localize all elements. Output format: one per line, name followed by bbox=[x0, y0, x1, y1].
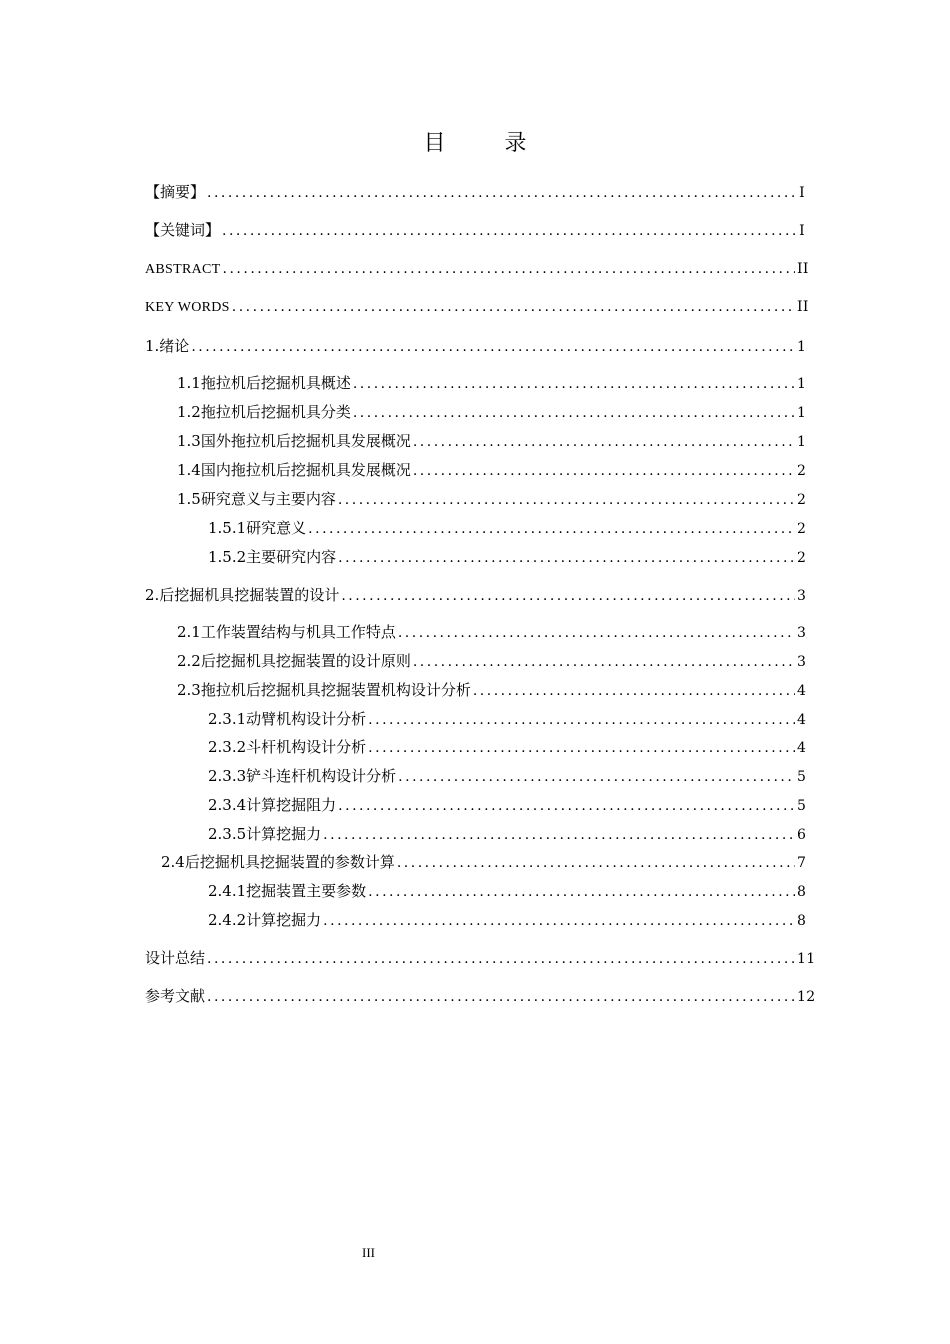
toc-entry-page: 2 bbox=[797, 463, 807, 479]
toc-entry-page: I bbox=[799, 223, 805, 239]
toc-entry-page: 8 bbox=[797, 913, 807, 929]
toc-entry-page: 3 bbox=[797, 654, 807, 670]
toc-entry-page: 5 bbox=[797, 769, 807, 785]
toc-entry[interactable] bbox=[208, 765, 805, 787]
toc-leader-dots bbox=[368, 881, 795, 903]
toc-entry-page: 8 bbox=[797, 884, 807, 900]
toc-entry-page: 1 bbox=[797, 405, 807, 421]
toc-entry[interactable] bbox=[145, 296, 809, 318]
toc-entry-label: 2.4后挖掘机具挖掘装置的参数计算 bbox=[161, 853, 395, 871]
toc-entry[interactable] bbox=[161, 851, 805, 873]
toc-entry-page: 12 bbox=[797, 989, 816, 1005]
toc-leader-dots bbox=[222, 220, 795, 242]
toc-entry-page: 2 bbox=[797, 550, 807, 566]
toc-leader-dots bbox=[232, 296, 795, 318]
toc-entry[interactable] bbox=[145, 947, 816, 969]
toc-entry-label: 参考文献 bbox=[145, 987, 206, 1005]
toc-leader-dots bbox=[397, 852, 795, 874]
toc-entry[interactable] bbox=[145, 181, 805, 203]
toc-leader-dots bbox=[398, 766, 795, 788]
toc-entry-label: 1.绪论 bbox=[145, 337, 190, 355]
toc-entry[interactable] bbox=[208, 909, 805, 931]
toc-leader-dots bbox=[207, 948, 795, 970]
footer-page-number: III bbox=[362, 1245, 375, 1260]
toc-entry[interactable] bbox=[208, 708, 805, 730]
toc-entry[interactable] bbox=[177, 430, 805, 452]
toc-entry[interactable] bbox=[177, 401, 805, 423]
toc-entry-page: II bbox=[797, 261, 809, 277]
toc-entry[interactable] bbox=[208, 794, 805, 816]
toc-entry-page: I bbox=[799, 185, 805, 201]
toc-leader-dots bbox=[353, 373, 795, 395]
toc-leader-dots bbox=[338, 547, 795, 569]
toc-entry-label: 1.5研究意义与主要内容 bbox=[177, 490, 336, 508]
toc-entry-label: 1.2拖拉机后挖掘机具分类 bbox=[177, 403, 351, 421]
toc-entry-label: 2.3.5计算挖掘力 bbox=[208, 825, 322, 843]
toc-entry[interactable] bbox=[177, 459, 805, 481]
toc-leader-dots bbox=[341, 585, 795, 607]
toc-entry-label: ABSTRACT bbox=[145, 262, 221, 277]
toc-entry-page: II bbox=[797, 299, 809, 315]
toc-entry-label: 2.3.3铲斗连杆机构设计分析 bbox=[208, 767, 397, 785]
toc-leader-dots bbox=[473, 680, 795, 702]
toc-entry-label: 1.1拖拉机后挖掘机具概述 bbox=[177, 374, 351, 392]
toc-entry[interactable] bbox=[177, 650, 805, 672]
toc-entry[interactable] bbox=[208, 517, 805, 539]
toc-entry[interactable] bbox=[177, 679, 805, 701]
toc-entry-page: 2 bbox=[797, 521, 807, 537]
toc-leader-dots bbox=[308, 518, 795, 540]
toc-leader-dots bbox=[353, 402, 795, 424]
toc-entry-label: 2.2后挖掘机具挖掘装置的设计原则 bbox=[177, 652, 411, 670]
toc-leader-dots bbox=[323, 824, 795, 846]
toc-entry-label: 2.3.2斗杆机构设计分析 bbox=[208, 738, 367, 756]
toc-entry-label: 2.后挖掘机具挖掘装置的设计 bbox=[145, 586, 340, 604]
toc-entry-label: 2.1工作装置结构与机具工作特点 bbox=[177, 623, 396, 641]
toc-entry-label: 1.5.2主要研究内容 bbox=[208, 548, 337, 566]
toc-leader-dots bbox=[413, 460, 795, 482]
toc-leader-dots bbox=[338, 489, 795, 511]
toc-entry-label: 1.3国外拖拉机后挖掘机具发展概况 bbox=[177, 432, 411, 450]
toc-leader-dots bbox=[323, 910, 795, 932]
toc-entry[interactable] bbox=[145, 335, 805, 357]
toc-entry-label: 【关键词】 bbox=[145, 221, 221, 239]
toc-entry-page: 4 bbox=[797, 683, 807, 699]
toc-entry[interactable] bbox=[145, 985, 816, 1007]
toc-leader-dots bbox=[413, 431, 795, 453]
toc-leader-dots bbox=[398, 622, 795, 644]
toc-entry-page: 6 bbox=[797, 827, 807, 843]
toc-entry-label: 2.3.4计算挖掘阻力 bbox=[208, 796, 337, 814]
toc-entry[interactable] bbox=[145, 219, 805, 241]
toc-entry[interactable] bbox=[177, 621, 805, 643]
toc-entry[interactable] bbox=[177, 372, 805, 394]
toc-entry[interactable] bbox=[208, 546, 805, 568]
toc-entry-label: 【摘要】 bbox=[145, 183, 206, 201]
toc-entry[interactable] bbox=[145, 584, 805, 606]
toc-entry-page: 1 bbox=[797, 434, 807, 450]
toc-entry-label: 2.4.1挖掘装置主要参数 bbox=[208, 882, 367, 900]
toc-leader-dots bbox=[368, 737, 795, 759]
toc-leader-dots bbox=[368, 709, 795, 731]
toc-entry-label: 2.4.2计算挖掘力 bbox=[208, 911, 322, 929]
toc-entry[interactable] bbox=[208, 880, 805, 902]
toc-entry-label: 设计总结 bbox=[145, 949, 206, 967]
toc-entry-page: 1 bbox=[797, 339, 807, 355]
toc-leader-dots bbox=[223, 258, 795, 280]
toc-leader-dots bbox=[338, 795, 795, 817]
toc-leader-dots bbox=[207, 182, 795, 204]
toc-entry-page: 5 bbox=[797, 798, 807, 814]
page-title: 目 录 bbox=[423, 131, 553, 156]
toc-entry-page: 3 bbox=[797, 588, 807, 604]
toc-leader-dots bbox=[207, 986, 795, 1008]
toc-entry-label: KEY WORDS bbox=[145, 300, 230, 315]
toc-entry-label: 1.5.1研究意义 bbox=[208, 519, 307, 537]
toc-entry-page: 4 bbox=[797, 740, 807, 756]
toc-leader-dots bbox=[191, 336, 795, 358]
toc-entry-label: 2.3.1动臂机构设计分析 bbox=[208, 710, 367, 728]
toc-entry-page: 4 bbox=[797, 712, 807, 728]
toc-entry-page: 1 bbox=[797, 376, 807, 392]
toc-entry[interactable] bbox=[208, 823, 805, 845]
toc-entry-label: 1.4国内拖拉机后挖掘机具发展概况 bbox=[177, 461, 411, 479]
toc-entry-page: 11 bbox=[797, 951, 816, 967]
toc-leader-dots bbox=[413, 651, 795, 673]
toc-entry-page: 7 bbox=[797, 855, 807, 871]
toc-entry[interactable] bbox=[145, 258, 809, 280]
toc-entry-page: 3 bbox=[797, 625, 807, 641]
toc-entry[interactable] bbox=[208, 736, 805, 758]
toc-entry-label: 2.3拖拉机后挖掘机具挖掘装置机构设计分析 bbox=[177, 681, 471, 699]
toc-entry[interactable] bbox=[177, 488, 805, 510]
toc-entry-page: 2 bbox=[797, 492, 807, 508]
